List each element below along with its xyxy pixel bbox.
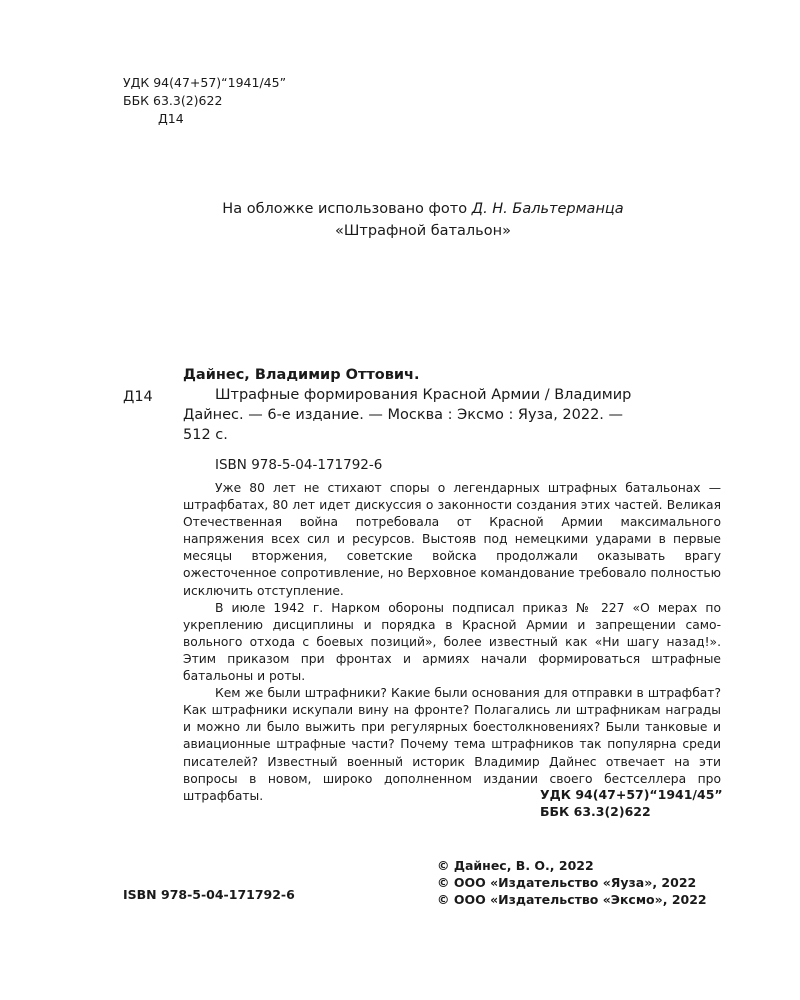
copyright-line: © ООО «Издательство «Яуза», 2022 bbox=[437, 875, 697, 890]
bibliographic-description bbox=[183, 385, 723, 445]
copyright-line: © Дайнес, В. О., 2022 bbox=[437, 858, 594, 873]
annotation-paragraph: Уже 80 лет не стихают споры о легендарных штрафных батальонах — штрафбатах, 80 лет идет дискуссия о законности создания этих частей. Великая Отечественная война потребовала от Красной Армии максимального напряжения всех сил и ресурсов. Выстояв под немецкими ударами в первые месяцы вторжения, советские войска продолжали оказывать врагу ожесточенное сопротивление, но Верховное командование требовало полностью исключить отступление. bbox=[183, 481, 721, 598]
annotation-paragraph: Кем же были штрафники? Какие были основания для отправки в штрафбат? Как штрафники искупали вину на фронте? Полагались ли штрафникам награды и можно ли было выжить при регулярных боестолкновениях? Были танковые и авиационные штрафные части? Почему тема штрафников так популярна среди писателей? Известный военный историк Владимир Дайнес отвечает на эти вопросы в новом, широко дополненном издании своего бестселлера про штрафбаты. bbox=[183, 686, 721, 803]
record-author-mark: Д14 bbox=[123, 389, 153, 405]
cover-photo-note bbox=[0, 198, 800, 242]
cover-note-prefix: На обложке использовано фото bbox=[222, 201, 472, 217]
description-line: 512 с. bbox=[183, 427, 228, 443]
photo-title: «Штрафной батальон» bbox=[335, 223, 511, 239]
udk-code-bottom: УДК 94(47+57)“1941/45” bbox=[540, 787, 723, 802]
copyright-block bbox=[437, 857, 707, 908]
isbn-bottom: ISBN 978-5-04-171792-6 bbox=[123, 887, 295, 902]
description-line: Штрафные формирования Красной Армии / Владимир bbox=[215, 387, 632, 403]
record-isbn: ISBN 978-5-04-171792-6 bbox=[215, 457, 383, 473]
description-line: Дайнес. — 6-е издание. — Москва : Эксмо : Яуза, 2022. — bbox=[183, 407, 624, 423]
udk-code: УДК 94(47+57)“1941/45” bbox=[123, 75, 287, 90]
bbk-code-bottom: ББК 63.3(2)622 bbox=[540, 804, 651, 819]
photographer-name: Д. Н. Бальтерманца bbox=[471, 201, 624, 217]
author-mark: Д14 bbox=[158, 111, 184, 126]
author-heading: Дайнес, Владимир Оттович. bbox=[183, 367, 420, 383]
annotation bbox=[183, 480, 721, 805]
copyright-line: © ООО «Издательство «Эксмо», 2022 bbox=[437, 892, 707, 907]
classification-block-bottom bbox=[540, 786, 723, 820]
bbk-code: ББК 63.3(2)622 bbox=[123, 93, 223, 108]
annotation-paragraph: В июле 1942 г. Нарком обороны подписал приказ № 227 «О мерах по укреплению дисциплины и порядка в Красной Армии и запрещении самовольного отхода с боевых позиций», более известный как «Ни шагу назад!». Этим приказом при фронтах и армиях начали формироваться штрафные батальоны и роты. bbox=[183, 600, 721, 684]
classification-block-top bbox=[123, 74, 286, 128]
